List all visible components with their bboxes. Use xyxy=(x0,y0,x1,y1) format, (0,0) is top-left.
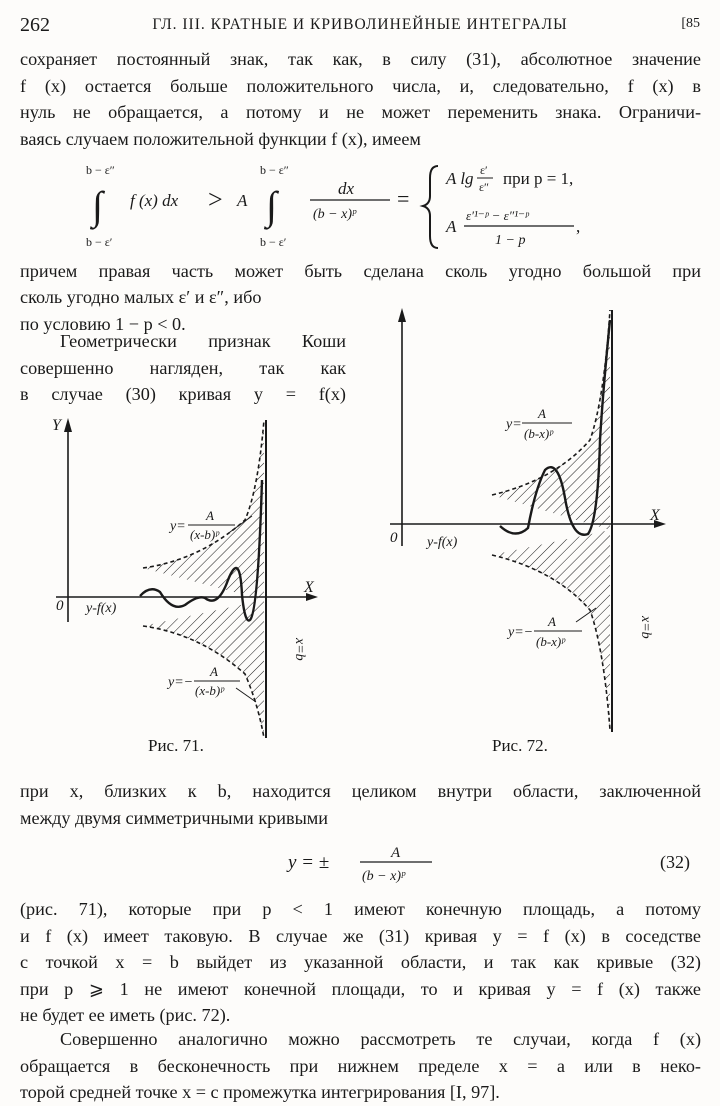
upper-hatched-region xyxy=(143,420,264,600)
integral-sign-2: ∫ xyxy=(266,183,277,228)
case-2-coef: A xyxy=(446,217,457,236)
paragraph-3 xyxy=(20,328,346,408)
figure-72-caption: Рис. 72. xyxy=(492,736,548,755)
text-line: между двумя симметричными кривыми xyxy=(20,807,329,828)
text-line: ваясь случаем положительной функции f (x), имеем xyxy=(20,128,421,149)
lower-curve-num: A xyxy=(548,614,556,629)
asymptote-label: x=b xyxy=(638,616,653,639)
upper-curve-lhs: y= xyxy=(170,519,186,534)
paragraph-6 xyxy=(20,1026,701,1106)
text-line: обращается в бесконечность при нижнем пределе x = a или в неко- xyxy=(20,1055,701,1076)
case-1-num: ε′ xyxy=(480,163,488,177)
y-axis-arrow xyxy=(398,308,406,322)
formula-32-num: A xyxy=(391,845,401,861)
lower-limit-2: b − ε′ xyxy=(260,235,287,249)
text-line: по условию 1 − p < 0. xyxy=(20,313,186,334)
y-axis-arrow xyxy=(64,418,72,432)
lower-curve-num: A xyxy=(210,664,218,679)
x-axis-label: X xyxy=(304,579,314,596)
lower-curve-den: (b-x)ᵖ xyxy=(536,634,565,649)
paragraph-1 xyxy=(20,46,701,152)
upper-curve-num: A xyxy=(206,508,214,523)
coefficient: A xyxy=(237,191,248,210)
text-line: при x, близких к b, находится целиком внутри области, заключенной xyxy=(20,781,701,801)
upper-curve-den: (x-b)ᵖ xyxy=(190,527,219,542)
text-line: Совершенно аналогично можно рассмотреть те случаи, когда f (x) xyxy=(60,1029,701,1049)
case-1-den: ε″ xyxy=(479,180,490,194)
integral-sign: ∫ xyxy=(92,183,103,228)
lower-limit: b − ε′ xyxy=(86,235,113,249)
origin-label: 0 xyxy=(390,530,398,546)
text-line: торой средней точке x = c промежутка интегрирования [I, 97]. xyxy=(20,1082,500,1102)
figure-72 xyxy=(370,300,710,740)
greater-than: > xyxy=(208,185,223,214)
formula-32 xyxy=(20,838,701,894)
fraction-numerator: dx xyxy=(338,179,355,198)
text-line: нуль не обращается, а потому и не может переменить знака. Ограничи- xyxy=(20,102,701,122)
upper-limit: b − ε″ xyxy=(86,163,115,177)
equals-sign: = xyxy=(397,186,410,211)
case-1-condition: при p = 1, xyxy=(503,169,574,188)
text-line: Геометрически признак Коши xyxy=(60,331,346,351)
case-2-tail: , xyxy=(576,217,581,236)
chapter-title: ГЛ. III. КРАТНЫЕ И КРИВОЛИНЕЙНЫЕ ИНТЕГРАЛЫ xyxy=(152,16,568,33)
text-line: f (x) остается больше положительного числа, и, следовательно, f (x) в xyxy=(20,75,701,96)
text-line: и f (x) имеет таковую. В случае же (31) кривая y = f (x) в соседстве xyxy=(20,925,701,946)
text-line: причем правая часть может быть сделана сколь угодно большой при xyxy=(20,261,701,281)
case-2-num: ε′¹⁻ᵖ − ε″¹⁻ᵖ xyxy=(466,208,529,223)
running-header xyxy=(20,14,700,38)
text-line: при p ⩾ 1 не имеют конечной площади, то и кривая y = f (x) также xyxy=(20,978,701,999)
lower-curve-lhs: y=− xyxy=(508,625,534,640)
formula-32-lhs: y = ± xyxy=(288,852,330,873)
section-number: [85 xyxy=(681,16,700,31)
origin-label: 0 xyxy=(56,598,64,614)
page-number: 262 xyxy=(20,14,50,36)
paragraph-5 xyxy=(20,896,701,1029)
formula-32-den: (b − x)ᵖ xyxy=(362,869,405,884)
paragraph-4 xyxy=(20,778,701,831)
text-line: совершенно нагляден, так как xyxy=(20,357,346,378)
x-axis-label: X xyxy=(650,507,660,524)
text-line: (рис. 71), которые при p < 1 имеют конечную площадь, а потому xyxy=(20,899,701,919)
lower-curve-den: (x-b)ᵖ xyxy=(195,683,224,698)
curve-label: y-f(x) xyxy=(86,601,117,616)
upper-limit-2: b − ε″ xyxy=(260,163,289,177)
text-line: сохраняет постоянный знак, так как, в силу (31), абсолютное значение xyxy=(20,49,701,69)
text-line: в случае (30) кривая y = f(x) xyxy=(20,384,346,404)
lower-hatched-region xyxy=(143,600,264,738)
text-line: не будет ее иметь (рис. 72). xyxy=(20,1005,231,1025)
integrand-left: f (x) dx xyxy=(130,191,179,210)
figure-71 xyxy=(0,400,350,740)
case-1-head: A lg xyxy=(446,169,474,188)
text-line: сколь угодно малых ε′ и ε″, ибо xyxy=(20,287,262,307)
upper-curve-num: A xyxy=(538,406,546,421)
text-line: с точкой x = b выйдет из указанной области, и так как кривые (32) xyxy=(20,952,701,972)
upper-curve-lhs: y= xyxy=(506,417,522,432)
curve-label: y-f(x) xyxy=(427,535,458,550)
case-2-den: 1 − p xyxy=(495,233,526,248)
lower-curve-lhs: y=− xyxy=(168,675,194,690)
upper-curve-den: (b-x)ᵖ xyxy=(524,426,553,441)
y-axis-label: Y xyxy=(52,417,61,434)
paragraph-2 xyxy=(20,258,701,285)
asymptote-label: x=b xyxy=(292,638,307,661)
integral-formula xyxy=(0,160,720,256)
equation-number: (32) xyxy=(660,852,690,872)
figure-71-caption: Рис. 71. xyxy=(148,736,204,755)
fraction-denominator: (b − x)ᵖ xyxy=(313,207,356,222)
